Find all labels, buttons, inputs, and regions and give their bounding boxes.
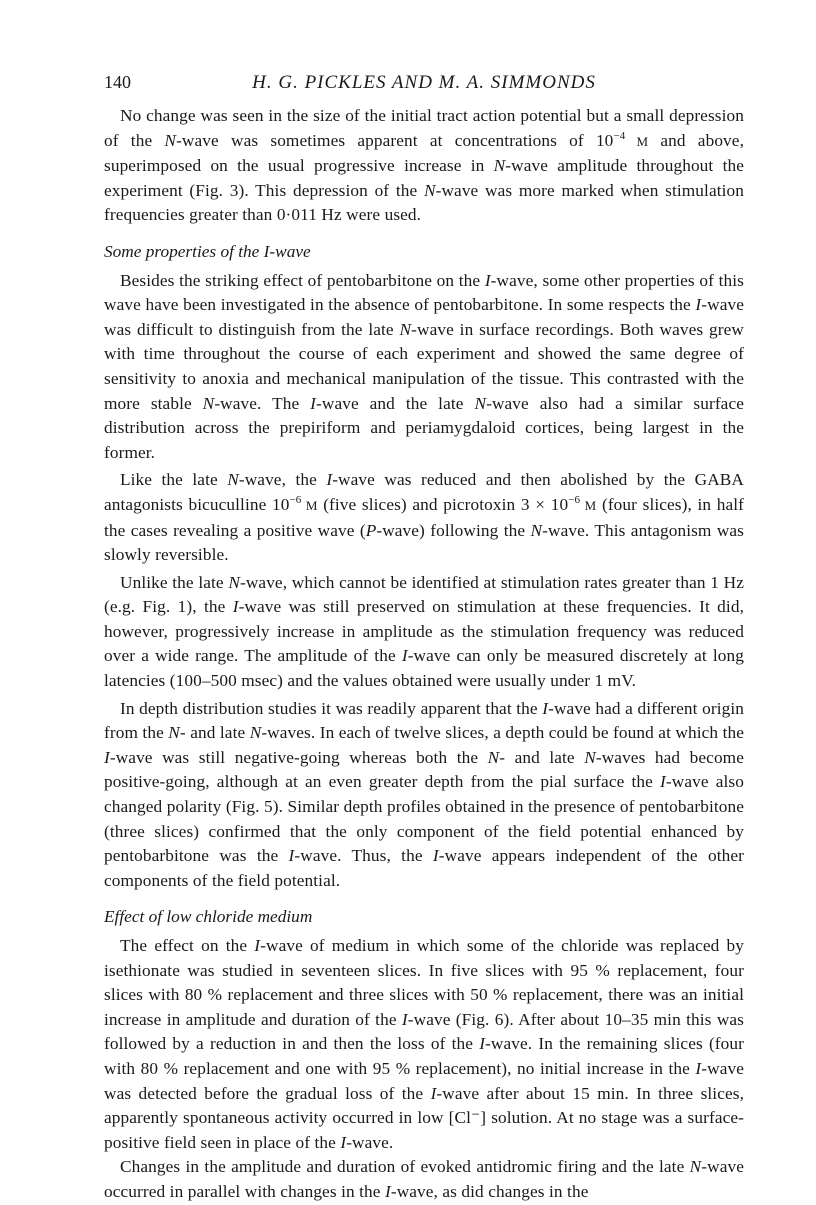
paragraph-1: No change was seen in the size of the initial tract action potential but a small depression of the N-wave was sometimes apparent at concentrations of $10^{-4}$ M and above, superimposed on the usual progressive increase in N-wave amplitude throughout the experiment (Fig. 3). This depression of the N-wave was more marked when stimulation frequencies greater than 0·011 Hz were used.: [104, 106, 744, 225]
page-header: [104, 72, 744, 98]
paragraph-4: Unlike the late N-wave, which cannot be identified at stimulation rates greater than 1 Hz (e.g. Fig. 1), the I-wave was still preserved on stimulation at these frequencies. It did, however, progressively increase in amplitude as the stimulation frequency was reduced over a wide range. The amplitude of the I-wave can only be measured discretely at long latencies (100–500 msec) and the values obtained were usually under 1 mV.: [104, 572, 744, 691]
paragraph-5: In depth distribution studies it was readily apparent that the I-wave had a different origin from the N- and late N-waves. In each of twelve slices, a depth could be found at which the I-wave was still negative-going whereas both the N- and late N-waves had become positive-going, although at an even greater depth from the pial surface the I-wave also changed polarity (Fig. 5). Similar depth profiles obtained in the presence of pentobarbitone (three slices) confirmed that the only component of the field potential enhanced by pentobarbitone was the I-wave. Thus, the I-wave appears independent of the other components of the field potential.: [104, 698, 744, 890]
paragraph-3: Like the late N-wave, the I-wave was reduced and then abolished by the GABA antagonists bicuculline $10^{-6}$ M (five slices) and picrotoxin $3 \times 10^{-6}$ M (four slices), in half the cases revealing a positive wave (P-wave) following the N-wave. This antagonism was slowly reversible.: [104, 470, 745, 565]
section-heading-low-chloride: Effect of low chloride medium: [104, 907, 313, 927]
page-number: 140: [104, 72, 131, 92]
paragraph-2: Besides the striking effect of pentobarbitone on the I-wave, some other properties of this wave have been investigated in the absence of pentobarbitone. In some respects the I-wave was difficult to distinguish from the late N-wave in surface recordings. Both waves grew with time throughout the course of each experiment and showed the same degree of sensitivity to anoxia and mechanical manipulation of the tissue. This contrasted with the more stable N-wave. The I-wave and the late N-wave also had a similar surface distribution across the prepiriform and periamygdaloid cortices, being largest in the former.: [104, 270, 744, 462]
running-title: H. G. PICKLES AND M. A. SIMMONDS: [252, 72, 596, 93]
paragraph-7: Changes in the amplitude and duration of evoked antidromic firing and the late N-wave occurred in parallel with changes in the I-wave, as did changes in the: [104, 1157, 744, 1201]
section-heading-i-wave-properties: Some properties of the I-wave: [104, 241, 311, 261]
article-body: [104, 104, 744, 1205]
paragraph-6: The effect on the I-wave of medium in which some of the chloride was replaced by isethionate was studied in seventeen slices. In five slices with 95 % replacement, four slices with 80 % replacement and three slices with 50 % replacement, there was an initial increase in amplitude and duration of the I-wave (Fig. 6). After about 10–35 min this was followed by a reduction in and then the loss of the I-wave. In the remaining slices (four with 80 % replacement and one with 95 % replacement), no initial increase in the I-wave was detected before the gradual loss of the I-wave after about 15 min. In three slices, apparently spontaneous activity occurred in low [Cl⁻] solution. At no stage was a surface-positive field seen in place of the I-wave.: [104, 936, 744, 1152]
